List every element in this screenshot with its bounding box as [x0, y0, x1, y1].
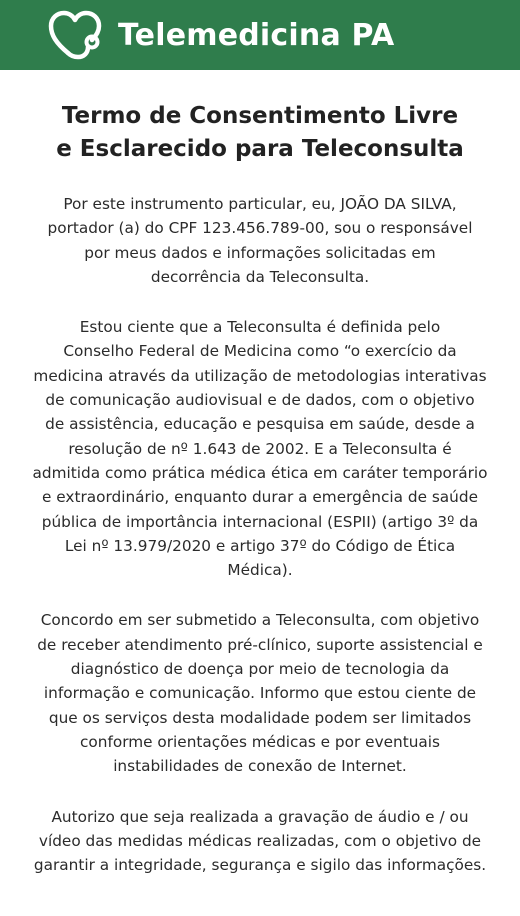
text-line: instabilidades de conexão de Internet. — [113, 757, 407, 776]
text-line: Médica). — [227, 561, 293, 580]
paragraph-recording-authorization — [28, 805, 492, 878]
heart-stethoscope-icon — [48, 9, 106, 61]
document-title-line: Termo de Consentimento Livre — [61, 103, 459, 129]
text-line: garantir a integridade, segurança e sigilo das informações. — [33, 856, 487, 875]
text-line: resolução de nº 1.643 de 2002. E a Teleconsulta é — [68, 439, 452, 458]
text-line: Concordo em ser submetido a Teleconsulta, com objetivo — [40, 611, 480, 630]
text-line: diagnóstico de doença por meio de tecnologia da — [70, 660, 450, 679]
text-line: de receber atendimento pré-clínico, suporte assistencial e — [37, 635, 483, 654]
text-line: Autorizo que seja realizada a gravação de áudio e / ou — [51, 807, 469, 826]
text-line: vídeo das medidas médicas realizadas, com o objetivo de — [38, 831, 482, 850]
text-line: que os serviços desta modalidade podem ser limitados — [48, 708, 472, 727]
text-line: Estou ciente que a Teleconsulta é definida pelo — [79, 318, 441, 337]
paragraph-identification — [28, 192, 492, 289]
paragraph-agreement — [28, 608, 492, 778]
app-header — [0, 0, 520, 70]
text-line: medicina através da utilização de metodologias interativas — [33, 366, 487, 385]
text-line: informação e comunicação. Informo que estou ciente de — [43, 684, 477, 703]
document-title — [28, 100, 492, 166]
text-line: e extraordinário, enquanto durar a emergência de saúde — [41, 488, 478, 507]
paragraph-teleconsulta-definition — [28, 315, 492, 582]
document-title-line: e Esclarecido para Teleconsulta — [56, 136, 464, 162]
text-line: Lei nº 13.979/2020 e artigo 37º do Código de Ética — [64, 536, 456, 555]
consent-document — [0, 70, 520, 916]
text-line: decorrência da Teleconsulta. — [150, 267, 370, 286]
text-line: Conselho Federal de Medicina como “o exercício da — [63, 342, 457, 361]
text-line: conforme orientações médicas e por eventuais — [79, 732, 441, 751]
brand-name: Telemedicina PA — [118, 17, 395, 53]
text-line: pública de importância internacional (ESPII) (artigo 3º da — [41, 512, 479, 531]
text-line: Por este instrumento particular, eu, JOÃO DA SILVA, — [63, 195, 457, 213]
text-line: portador (a) do CPF 123.456.789-00, sou o responsável — [47, 219, 473, 238]
text-line: por meus dados e informações solicitadas em — [84, 243, 436, 262]
text-line: de comunicação audiovisual e de dados, com o objetivo — [45, 391, 475, 410]
text-line: de assistência, educação e pesquisa em saúde, desde a — [45, 415, 475, 434]
text-line: admitida como prática médica ética em caráter temporário — [32, 463, 488, 482]
